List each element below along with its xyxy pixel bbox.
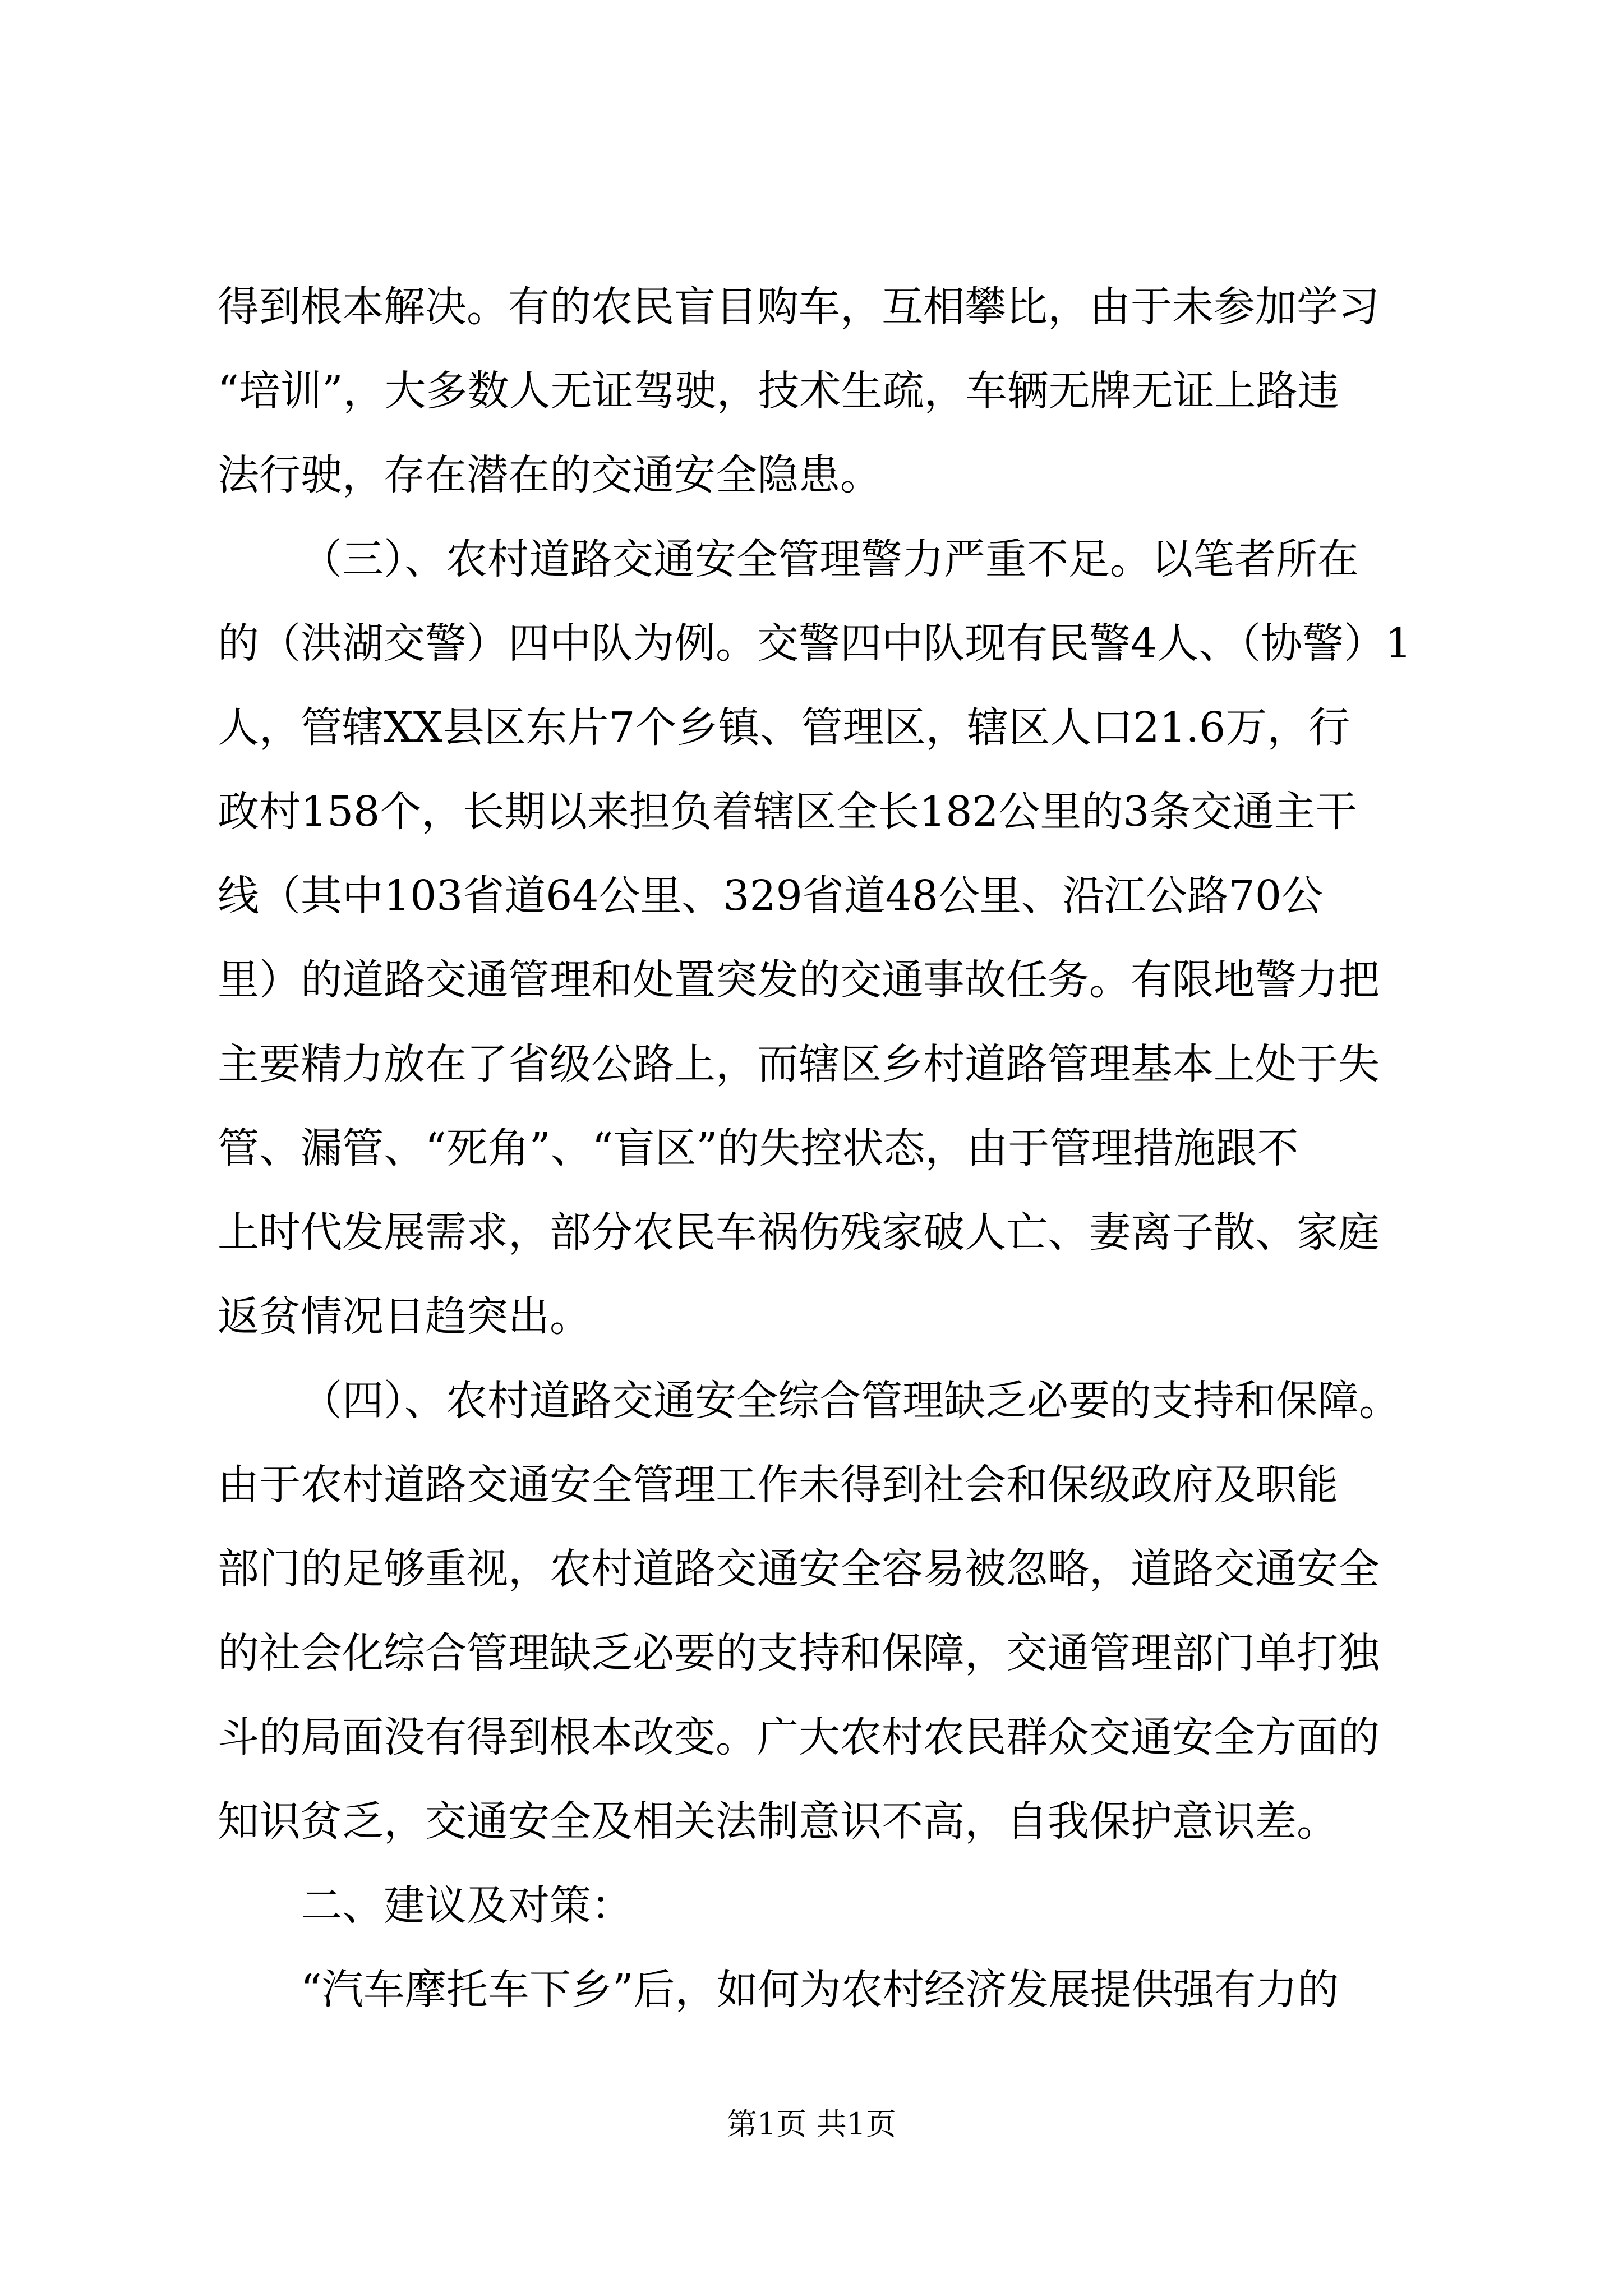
- text-line: 管、漏管、“死角”、“盲区”的失控状态，由于管理措施跟不: [218, 1124, 1299, 1172]
- text-line: 人，管辖XX县区东片7个乡镇、管理区，辖区人口21.6万，行: [218, 703, 1350, 752]
- text-line: 部门的足够重视，农村道路交通安全容易被忽略，道路交通安全: [218, 1545, 1380, 1593]
- section-heading-line: 二、建议及对策：: [301, 1881, 633, 1930]
- section-heading-line: （三）、农村道路交通安全管理警力严重不足。以笔者所在: [301, 535, 1359, 583]
- text-line: 的（洪湖交警）四中队为例。交警四中队现有民警4人、（协警）1: [218, 619, 1412, 668]
- text-line: “培训”，大多数人无证驾驶，技术生疏，车辆无牌无证上路违: [218, 367, 1339, 415]
- text-line: 上时代发展需求，部分农民车祸伤残家破人亡、妻离子散、家庭: [218, 1208, 1380, 1257]
- page-number: 第1页 共1页: [727, 2106, 896, 2142]
- document-body: [218, 265, 1423, 2032]
- text-line: 的社会化综合管理缺乏必要的支持和保障，交通管理部门单打独: [218, 1629, 1380, 1677]
- text-line: 得到根本解决。有的农民盲目购车，互相攀比，由于未参加学习: [218, 283, 1380, 331]
- text-line: 知识贫乏，交通安全及相关法制意识不高，自我保护意识差。: [218, 1797, 1338, 1846]
- text-line: 法行驶，存在潜在的交通安全隐患。: [218, 451, 882, 499]
- page-footer: [0, 2105, 1623, 2144]
- text-line: “汽车摩托车下乡”后，如何为农村经济发展提供强有力的: [301, 1966, 1339, 2014]
- section-heading-line: （四）、农村道路交通安全综合管理缺乏必要的支持和保障。: [301, 1377, 1400, 1425]
- text-line: 里）的道路交通管理和处置突发的交通事故任务。有限地警力把: [218, 956, 1380, 1004]
- text-line: 主要精力放在了省级公路上，而辖区乡村道路管理基本上处于失: [218, 1040, 1380, 1088]
- text-line: 线（其中103省道64公里、329省道48公里、沿江公路70公: [218, 872, 1323, 920]
- text-line: 由于农村道路交通安全管理工作未得到社会和保级政府及职能: [218, 1461, 1338, 1509]
- text-line: 返贫情况日趋突出。: [218, 1292, 591, 1341]
- text-line: 政村158个，长期以来担负着辖区全长182公里的3条交通主干: [218, 788, 1357, 836]
- text-line: 斗的局面没有得到根本改变。广大农村农民群众交通安全方面的: [218, 1713, 1380, 1761]
